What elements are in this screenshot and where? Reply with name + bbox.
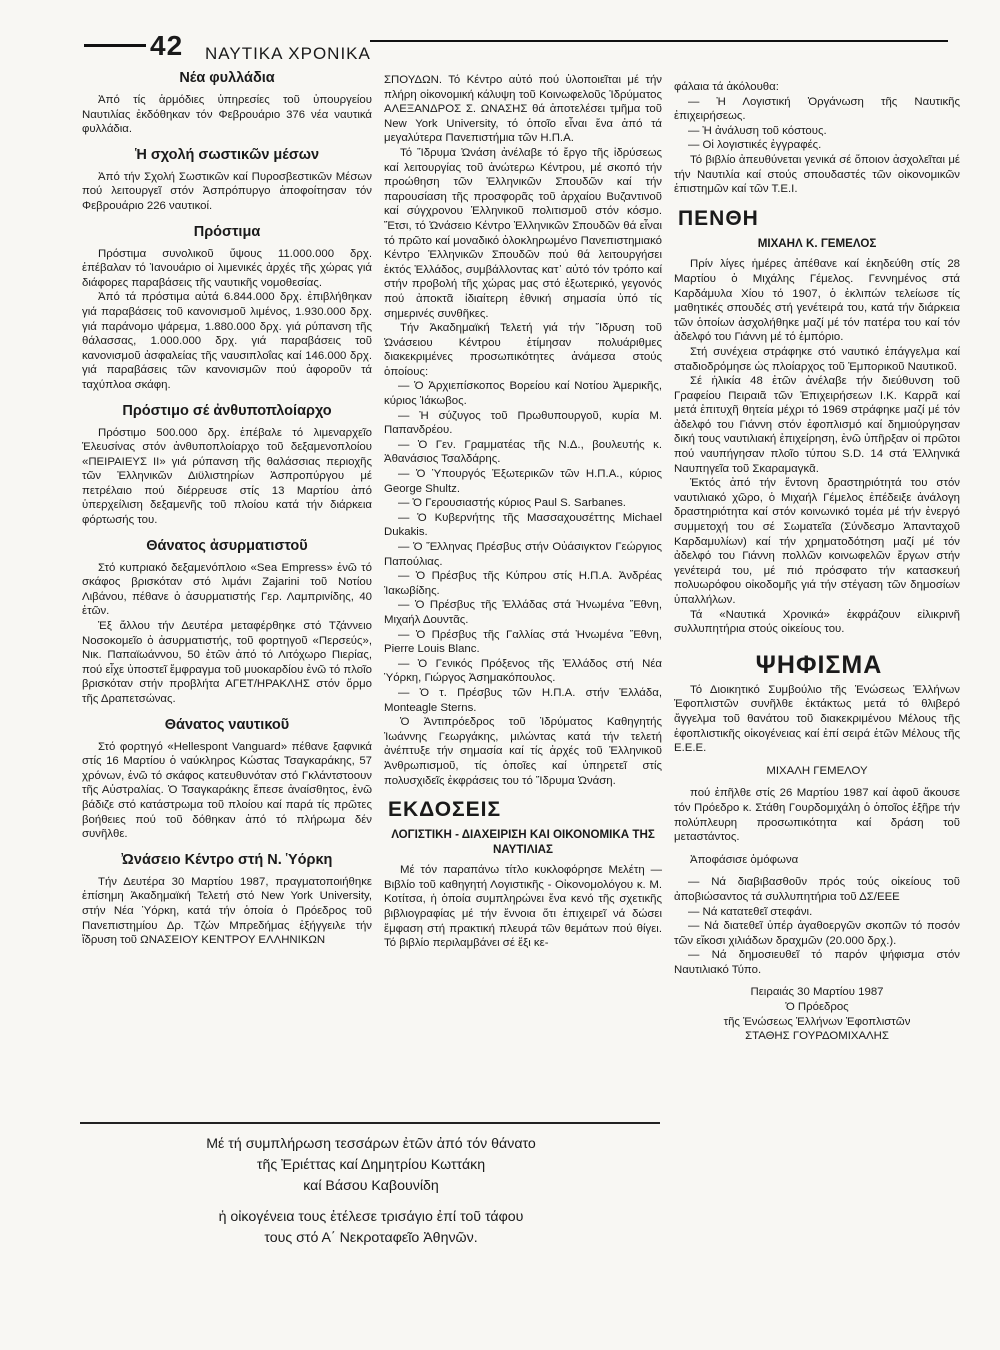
paragraph: Στό κυπριακό δεξαμενόπλοιο «Sea Empress» ἐνῶ τό σκάφος βρισκόταν στό λιμάνι Zajarini τοῦ Νοτίου Λιβάνου, πέθανε ὁ ἀσυρματιστής Γερ. Λαμπρινίδης, 40 ἐτῶν. xyxy=(82,561,372,618)
list-item: — Ἡ Λογιστική Ὀργάνωση τῆς Ναυτικῆς ἐπιχειρήσεως. xyxy=(674,95,960,123)
memorial-line: τους στό Α΄ Νεκροταφεῖο Ἀθηνῶν. xyxy=(264,1230,478,1246)
memorial-line: καί Βάσου Καβουνίδη xyxy=(303,1178,439,1194)
list-item: — Νά διατεθεῖ ὑπέρ ἀγαθοεργῶν σκοπῶν τό ποσόν τῶν εἴκοσι χιλιάδων δραχμῶν (20.000 δρχ.). xyxy=(674,920,960,947)
memorial-line: Μέ τή συμπλήρωση τεσσάρων ἐτῶν ἀπό τόν θάνατο xyxy=(206,1136,536,1152)
section-heading-publications: ΕΚΔΟΣΕΙΣ xyxy=(388,798,502,822)
paragraph: Τήν Ἀκαδημαϊκή Τελετή γιά τήν Ἵδρυση τοῦ Ὠνάσειου Κέντρου ἐτίμησαν πολυάριθμες διακεκριμένες προσωπικότητες ἀνάμεσα στούς ὁποίους: xyxy=(384,322,662,378)
list-item: — Ὁ Κυβερνήτης τῆς Μασσαχουσέττης Michael Dukakis. xyxy=(384,511,662,539)
paragraph: Στή συνέχεια στράφηκε στό ναυτικό ἐπάγγελμα καί σταδιοδρόμησε ὡς πλοίαρχος τοῦ Ἐμπορικοῦ Ναυτικοῦ. xyxy=(674,345,960,373)
paragraph: Μέ τόν παραπάνω τίτλο κυκλοφόρησε Μελέτη — Βιβλίο τοῦ καθηγητή Λογιστικῆς - Οἰκονομολόγου κ. Μ. Κοτίτσα, ἡ ὁποία συμπληρώνει ἕνα κενό τῆς σχετικῆς βιβλιογραφίας μέ τήν ἔννοια ὅτι ἐπιχειρεῖ νά δώσει ἔμφαση στή πρακτική πλευρά τῶν θεμάτων πού θίγει. Τό βιβλίο περιλαμβάνει σέ ἕξι κε- xyxy=(384,864,662,950)
paragraph: Σέ ἡλικία 48 ἐτῶν ἀνέλαβε τήν διεύθυνση τοῦ Γραφείου Πειραιᾶ τῶν Ἐπιχειρήσεων Ι.Κ. Καρρᾶ καί μετά ἐπιτυχῆ θητεία μέχρι τό 1969 στράφηκε μαζί μέ τόν ἀδελφό του Γιάννη στόν ἐφοπλισμό καί δημιούργησαν δική τους ναυτιλιακή ἐπιχείρηση, ἐνῶ ὑπῆρξαν οἱ πρῶτοι πού ναυπήγησαν πλοῖο τύπου S.D. 14 στά Ἑλληνικά Ναυπηγεῖα τοῦ Σκαραμαγκᾶ. xyxy=(674,375,960,475)
paragraph: Πρόστιμα συνολικοῦ ὕψους 11.000.000 δρχ. ἐπέβαλαν τό Ἰανουάριο οἱ λιμενικές ἀρχές τῆς χώρας γιά διάφορες παραβάσεις τῆς ναυτικῆς νομοθεσίας. xyxy=(82,247,372,289)
paragraph: ΣΠΟΥΔΩΝ. Τό Κέντρο αὐτό πού ὑλοποιεῖται μέ τήν πλήρη οἰκονομική κάλυψη τοῦ Κοινωφελοῦς Ἱδρύματος ΑΛΕΞΑΝΔΡΟΣ Σ. ΩΝΑΣΗΣ θά ἀποτελέσει τμῆμα τοῦ New York University, τό ὁποῖο εἶναι ἕνα ἀπό τά μεγαλύτερα Πανεπιστήμια τῶν Η.Π.Α. xyxy=(384,74,662,145)
list-item: — Νά δημοσιευθεῖ τό παρόν ψήφισμα στόν Ναυτιλιακό Τύπο. xyxy=(674,949,960,976)
paragraph: Τό Ἵδρυμα Ὠνάση ἀνέλαβε τό ἔργο τῆς ἱδρύσεως καί λειτουργίας τοῦ ἀνώτερω Κέντρου, μέ σκοπό τήν προώθηση τῶν Ἑλληνικῶν Σπουδῶν καί τήν παρουσίαση τῆς προσφορᾶς τοῦ ἀρχαίου Βυζαντινοῦ καί σύγχρονου Ἑλληνικοῦ πολιτισμοῦ στόν κόσμο. Ἔτσι, τό Ὠνάσειο Κέντρο Ἑλληνικῶν Σπουδῶν θά εἶναι τό πρῶτο καί μοναδικό ὁλοκληρωμένο Πανεπιστημιακό Κέντρο Ἑλληνικῶν Σπουδῶν πού θά λειτουργήσει ἐκτός Ἑλλάδος, συμβάλλοντας κατ᾽ αὐτό τόν τρόπο καί στήν προβολή τῆς χώρας μας στό ἐξωτερικό, γεγονός πού ἀποκτᾶ ἰδιαίτερη ἐθνική σημασία ὑπό τίς σημερινές συνθῆκες. xyxy=(384,146,662,320)
page-number: 42 xyxy=(150,30,184,61)
memorial-rule xyxy=(80,1122,660,1124)
resolution-name: ΜΙΧΑΛΗ ΓΕΜΕΛΟΥ xyxy=(766,764,868,777)
list-item: — Ὁ Γερουσιαστής κύριος Paul S. Sarbanes. xyxy=(398,497,626,510)
signature-role: Ὁ Πρόεδρος xyxy=(785,1001,849,1014)
section-heading-obituaries: ΠΕΝΘΗ xyxy=(678,206,759,230)
section-heading-resolution: ΨΗΦΙΣΜΑ xyxy=(755,650,883,679)
list-item: — Νά κατατεθεῖ στεφάνι. xyxy=(688,905,813,918)
list-item: — Ἡ σύζυγος τοῦ Πρωθυπουργοῦ, κυρία Μ. Παπανδρέου. xyxy=(384,409,662,437)
list-item: — Ὁ Ἀρχιεπίσκοπος Βορείου καί Νοτίου Ἀμερικῆς, κύριος Ἰάκωβος. xyxy=(384,380,662,408)
list-item: — Ὁ Γεν. Γραμματέας τῆς Ν.Δ., βουλευτής κ. Ἀθανάσιος Τσαλδάρης. xyxy=(384,438,662,466)
paragraph: Ἀπό τίς ἁρμόδιες ὑπηρεσίες τοῦ ὑπουργείου Ναυτιλίας ἐκδόθηκαν τόν Φεβρουάριο 376 νέα ναυτικά φυλλάδια. xyxy=(82,94,372,136)
list-item: — Ὁ Ἕλληνας Πρέσβυς στήν Οὐάσιγκτον Γεώργιος Παπούλιας. xyxy=(384,541,662,568)
column-3 xyxy=(674,80,960,1044)
paragraph: Ἀπό τά πρόστιμα αὐτά 6.844.000 δρχ. ἐπιβλήθηκαν γιά παραβάσεις τοῦ κανονισμοῦ λιμένος, 1.930.000 δρχ. γιά παράνομο ψάρεμα, 1.880.000 δρχ. γιά ρύπανση τῆς θάλασσας, 1.000.000 δρχ. γιά παραβάσεις τοῦ κανονισμοῦ ἀσφαλείας τῆς ναυσιπλοΐας καί 146.000 δρχ. γιά παραβάσεις τῶν κανονισμῶν πού ἀφοροῦν τά ταχύπλοα σκάφη. xyxy=(82,291,372,391)
section-title: Ἡ σχολή σωστικῶν μέσων xyxy=(134,146,320,163)
list-item: — Ὁ Πρέσβυς τῆς Ἑλλάδας στά Ἡνωμένα Ἔθνη, Μιχαήλ Δουντᾶς. xyxy=(384,599,662,626)
paragraph: Τήν Δευτέρα 30 Μαρτίου 1987, πραγματοποιήθηκε ἐπίσημη Ἀκαδημαϊκή Τελετή στό New York University, στήν Νέα Ὑόρκη, κατά τήν ὁποία ὁ Πρόεδρος τοῦ Πανεπιστημίου Δρ. Τζών Μπρεδήμας ἐξήγγειλε τήν ἵδρυση τοῦ ΩΝΑΣΕΙΟΥ ΚΕΝΤΡΟΥ ΕΛΛΗΝΙΚΩΝ xyxy=(82,875,372,947)
publication-name: ΝΑΥΤΙΚΑ ΧΡΟΝΙΚΑ xyxy=(205,44,371,63)
signature-name: ΣΤΑΘΗΣ ΓΟΥΡΔΟΜΙΧΑΛΗΣ xyxy=(745,1030,889,1043)
paragraph: Ἀπό τήν Σχολή Σωστικῶν καί Πυροσβεστικῶν Μέσων πού λειτουργεῖ στόν Ἀσπρόπυργο ἀποφοίτησαν τόν Φεβρουάριο 226 ναυτικοί. xyxy=(82,170,372,212)
paragraph: Ὁ Ἀντιπρόεδρος τοῦ Ἱδρύματος Καθηγητής Ἰωάννης Γεωργάκης, μιλώντας κατά τήν τελετή ἀνέπτυξε τήν σημασία καί τίς ἀρχές τοῦ Ἑλληνικοῦ Ἀνθρωπισμοῦ, τίς ὁποῖες καί ὑπηρετεῖ στίς πολυσχιδεῖς ἐκφράσεις του τό Ἵδρυμα Ὠνάση. xyxy=(384,716,662,787)
list-item: — Ὁ Ὑπουργός Ἐξωτερικῶν τῶν Η.Π.Α., κύριος George Shultz. xyxy=(384,468,662,495)
list-item: — Ἡ ἀνάλυση τοῦ κόστους. xyxy=(688,124,827,137)
list-item: — Οἱ λογιστικές ἐγγραφές. xyxy=(688,139,822,152)
memorial-line: ἡ οἰκογένεια τους ἐτέλεσε τρισάγιο ἐπί τοῦ τάφου xyxy=(218,1209,524,1225)
obituary-name: ΜΙΧΑΗΛ Κ. ΓΕΜΕΛΟΣ xyxy=(757,236,877,250)
signature-org: τῆς Ἑνώσεως Ἑλλήνων Ἐφοπλιστῶν xyxy=(723,1015,911,1028)
paragraph: Πρίν λίγες ἡμέρες ἀπέθανε καί ἐκηδεύθη στίς 28 Μαρτίου ὁ Μιχάλης Γέμελος. Γεννημένος στά Καρδάμυλα Χίου τό 1907, ὁ ἐκλιπών τελείωσε τίς μαθητικές σπουδές στή γενέτειρά του, κατά τήν διάρκεια τῶν ὁποίων ἀσχολήθηκε μαζί μέ τόν πατέρα του καί τόν ἀδελφό του Γιάννη μέ τό ἐμπόριο. xyxy=(674,258,960,344)
paragraph: πού ἐπῆλθε στίς 26 Μαρτίου 1987 καί ἀφοῦ ἄκουσε τόν Πρόεδρο κ. Στάθη Γουρδομιχάλη ὁ ὁποῖος ἐξῆρε τήν πολύπλευρη προσωπικότητα καί δράση τοῦ μεταστάντος. xyxy=(674,787,960,844)
column-1 xyxy=(82,70,372,948)
section-title: Νέα φυλλάδια xyxy=(179,70,275,86)
list-item: — Ὁ Πρέσβυς τῆς Γαλλίας στά Ἡνωμένα Ἔθνη, Pierre Louis Blanc. xyxy=(384,628,662,656)
paragraph: Πρόστιμο 500.000 δρχ. ἐπέβαλε τό λιμεναρχεῖο Ἐλευσίνας στόν ἀνθυποπλοίαρχο τοῦ δεξαμενοπλοίου «ΠΕΙΡΑΙΕΥΣ ΙΙ» γιά ρύπανση τῆς θαλάσσιας περιοχῆς τῶν Ἑλληνικῶν Διϋλιστηρίων Ἀσπροπύργου μέ πετρέλαιο πού διέρρευσε στίς 13 Μαρτίου ἀπό ὑπερχείλιση δεξαμενῆς τοῦ πλοίου κατά τήν διάρκεια φόρτωσής του. xyxy=(82,426,372,527)
paragraph: Στό φορτηγό «Hellespont Vanguard» πέθανε ξαφνικά στίς 16 Μαρτίου ὁ ναύκληρος Κώστας Τσαγκαράκης, 57 χρόνων, ἐνῶ τό σκάφος κατευθυνόταν στό Γκλάντστοουν τῆς Αὐστραλίας. Ὁ Τσαγκαράκης ἔπεσε ἀναίσθητος, ἐνῶ βάδιζε στό κατάστρωμα τοῦ πλοίου καί παρά τίς πρῶτες βοήθειες πού τοῦ δόθηκαν ἀπό τό πλήρωμα δέν συνῆλθε. xyxy=(82,740,372,841)
section-title: Θάνατος ἀσυρματιστοῦ xyxy=(146,537,308,554)
memorial-notice xyxy=(82,1134,660,1249)
list-item: — Νά διαβιβασθοῦν πρός τούς οἰκείους τοῦ ἀποβιώσαντος τά συλλυπητήρια τοῦ ΔΣ/ΕΕΕ xyxy=(674,876,960,903)
resolution-decided: Ἀποφάσισε ὁμόφωνα xyxy=(690,853,799,866)
paragraph: Τό βιβλίο ἀπευθύνεται γενικά σέ ὅποιον ἀσχολεῖται μέ τήν Ναυτιλία καί στούς σπουδαστές τῶν οἰκονομικῶν ἐπιστημῶν καί τῶν Τ.Ε.Ι. xyxy=(674,153,960,196)
paragraph: Ἐξ ἄλλου τήν Δευτέρα μεταφέρθηκε στό Τζάννειο Νοσοκομεῖο ὁ ἀσυρματιστής, τοῦ φορτηγοῦ «Περσεύς», Νικ. Παπαϊωάννου, 50 ἐτῶν ἀπό τό Λιτόχωρο Πιερίας, πού εἶχε ὑποστεῖ ἔμφραγμα τοῦ μυοκαρδίου ἐνῶ τό πλοῖο βρισκόταν στήν προβλήτα ΑΓΕΤ/ΗΡΑΚΛΗΣ στόν ὅρμο τῆς Δραπετσώνας. xyxy=(82,620,372,705)
paragraph: Τό Διοικητικό Συμβούλιο τῆς Ἑνώσεως Ἑλλήνων Ἐφοπλιστῶν συνῆλθε ἐκτάκτως μετά τό θλιβερό ἄγγελμα τοῦ θανάτου τοῦ διακεκριμένου Μέλους τῆς ἐφοπλιστικῆς οἰκογένειας καί ἐπί σειρά ἐτῶν Μέλους τῆς Ε.Ε.Ε. xyxy=(674,683,960,755)
book-title: ΛΟΓΙΣΤΙΚΗ - ΔΙΑΧΕΙΡΙΣΗ ΚΑΙ ΟΙΚΟΝΟΜΙΚΑ ΤΗΣ ΝΑΥΤΙΛΙΑΣ xyxy=(391,828,655,856)
list-item: — Ὁ τ. Πρέσβυς τῶν Η.Π.Α. στήν Ἑλλάδα, Monteagle Sterns. xyxy=(384,686,662,714)
section-title: Πρόστιμο σέ ἀνθυποπλοίαρχο xyxy=(122,402,332,419)
section-title: Ὠνάσειο Κέντρο στή Ν. Ὑόρκη xyxy=(121,851,333,868)
column-2 xyxy=(384,73,662,951)
memorial-line: τῆς Ἐριέττας καί Δημητρίου Κωττάκη xyxy=(256,1157,486,1173)
header-rule-right xyxy=(370,40,948,42)
paragraph: φάλαια τά ἀκόλουθα: xyxy=(674,81,779,93)
paragraph: Τά «Ναυτικά Χρονικά» ἐκφράζουν εἰλικρινῆ συλλυπητήρια στούς οἰκείους του. xyxy=(674,608,960,636)
signature-date: Πειραιάς 30 Μαρτίου 1987 xyxy=(750,986,884,999)
section-title: Πρόστιμα xyxy=(193,223,261,240)
list-item: — Ὁ Πρέσβυς τῆς Κύπρου στίς Η.Π.Α. Ἀνδρέας Ἰακωβίδης. xyxy=(384,570,662,597)
section-title: Θάνατος ναυτικοῦ xyxy=(164,716,290,733)
header-rule-left xyxy=(84,44,146,47)
list-item: — Ὁ Γενικός Πρόξενος τῆς Ἑλλάδος στή Νέα Ὑόρκη, Γιώργος Ἀσημακόπουλος. xyxy=(384,657,662,685)
paragraph: Ἐκτός ἀπό τήν ἔντονη δραστηριότητά του στόν ναυτιλιακό χῶρο, ὁ Μιχαήλ Γέμελος ἐπέδειξε ἀνάλογη δραστηριότητα καί στόν κοινωνικό τομέα μέ τήν ἐνεργό συμμετοχή του σέ Σωματεῖα (Σύνδεσμο Ἀπανταχοῦ Καρδαμυλίων) καί τήν χρηματοδότηση μαζί μέ τόν ἀδελφό του Γιάννη πολλῶν κοινωφελῶν ἔργων στήν γενέτειρά του, μέ πιό πρόσφατο τήν κατασκευή πολυωρόφου οἰκοδομῆς γιά τήν στέγαση τῶν δημοσίων ὑπαλλήλων. xyxy=(674,477,960,606)
